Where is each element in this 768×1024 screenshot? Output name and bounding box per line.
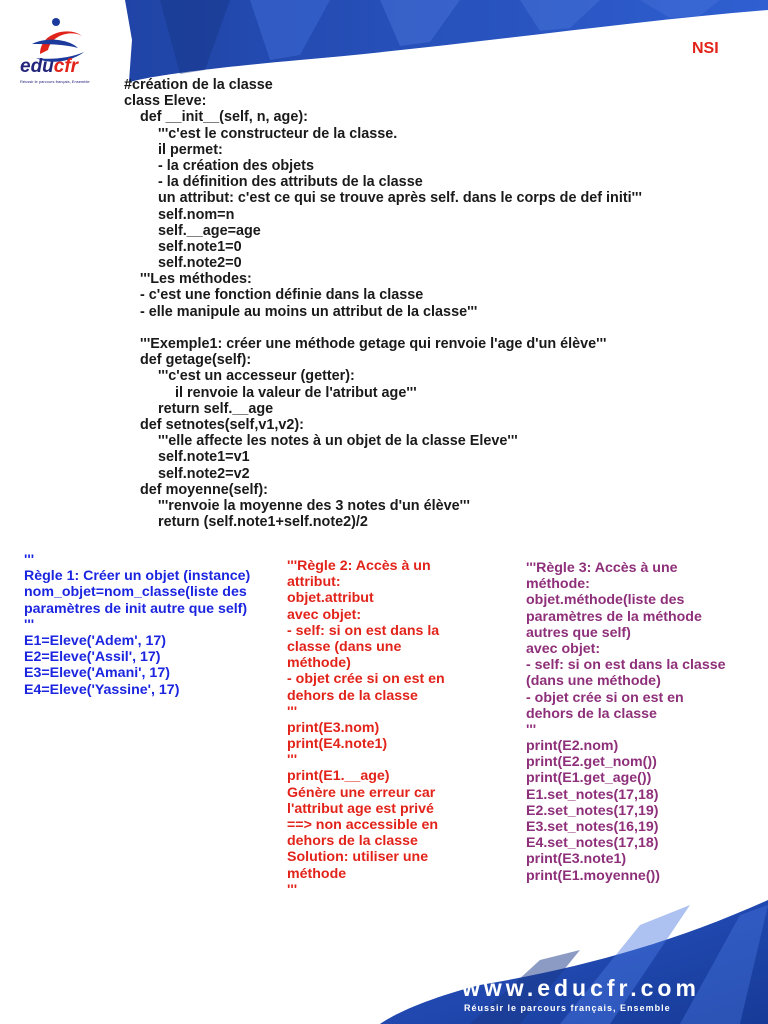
code-line: - c'est une fonction définie dans la classe (140, 287, 424, 304)
rule2-line: print(E3.nom) (287, 719, 380, 736)
code-line: self.note2=0 (158, 255, 242, 272)
code-line (124, 320, 724, 336)
logo-prefix: edu (20, 56, 54, 77)
rule3-line: autres que self) (526, 624, 631, 641)
code-line: - la création des objets (158, 157, 314, 174)
rule1-line: ''' (24, 616, 35, 633)
code-line: def setnotes(self,v1,v2): (140, 416, 304, 433)
rule2-line: Solution: utiliser une (287, 849, 429, 866)
rule2-column (287, 558, 445, 898)
code-line: return self.__age (158, 400, 274, 417)
rule1-line: nom_objet=nom_classe(liste des (24, 584, 247, 601)
code-line: self.note1=0 (158, 238, 242, 255)
rule3-line: méthode: (526, 576, 590, 593)
logo-tagline: Réussir le parcours français, Ensemble (20, 79, 90, 84)
code-line: #création de la classe (124, 77, 273, 93)
rule2-line: Génère une erreur car (287, 784, 436, 801)
rule3-line: print(E1.get_age()) (526, 770, 652, 787)
code-line: self.nom=n (158, 206, 235, 223)
rule2-line: '''Règle 2: Accès à un (287, 558, 431, 574)
rule3-line: E2.set_notes(17,19) (526, 802, 659, 819)
rule3-line: print(E2.get_nom()) (526, 754, 657, 771)
code-line: - la définition des attributs de la classe (158, 174, 423, 191)
code-line: self.__age=age (158, 222, 261, 239)
rule3-line: print(E2.nom) (526, 738, 619, 755)
rule3-line: - self: si on est dans la classe (526, 657, 726, 674)
code-line: '''c'est le constructeur de la classe. (158, 125, 398, 142)
rule2-line: ''' (287, 703, 298, 720)
code-line: '''renvoie la moyenne des 3 notes d'un élève''' (158, 497, 470, 514)
rule3-line: ''' (526, 721, 537, 738)
rule2-line: méthode) (287, 655, 351, 672)
code-line: return (self.note1+self.note2)/2 (158, 514, 368, 531)
rule3-line: '''Règle 3: Accès à une (526, 560, 678, 576)
code-line: self.note2=v2 (158, 465, 250, 482)
code-line: il permet: (158, 141, 223, 158)
code-line: def getage(self): (140, 352, 252, 369)
footer-slogan: Réussir le parcours français, Ensemble (464, 1003, 671, 1013)
rule1-line: E1=Eleve('Adem', 17) (24, 632, 166, 649)
rule3-line: - objet crée si on est en (526, 689, 684, 706)
rule1-line: paramètres de init autre que self) (24, 600, 248, 617)
code-line: '''c'est un accesseur (getter): (158, 368, 355, 385)
code-line: def __init__(self, n, age): (140, 109, 308, 126)
logo-wordmark (20, 56, 78, 78)
rule3-line: paramètres de la méthode (526, 608, 702, 625)
rule3-line: E3.set_notes(16,19) (526, 819, 659, 835)
rule2-line: print(E4.note1) (287, 736, 388, 753)
rule2-line: dehors de la classe (287, 833, 418, 850)
rule3-line: print(E3.note1) (526, 851, 627, 868)
rule2-line: ''' (287, 881, 298, 898)
rule2-line: objet.attribut (287, 590, 374, 607)
rule3-line: dehors de la classe (526, 705, 657, 722)
rule2-line: attribut: (287, 574, 341, 591)
rule1-column (24, 552, 250, 698)
rule2-line: ''' (287, 752, 298, 769)
rule3-line: E4.set_notes(17,18) (526, 835, 659, 852)
logo-suffix: cfr (53, 56, 79, 77)
code-block (124, 77, 724, 530)
rule2-line: print(E1.__age) (287, 768, 390, 785)
subject-label: NSI (692, 40, 719, 57)
code-line: class Eleve: (124, 93, 207, 110)
rule3-line: objet.méthode(liste des (526, 592, 685, 609)
rule1-line: E3=Eleve('Amani', 17) (24, 665, 170, 682)
rule1-line: E2=Eleve('Assil', 17) (24, 649, 161, 666)
code-line: '''Les méthodes: (140, 271, 252, 288)
code-line: self.note1=v1 (158, 449, 250, 466)
rule2-line: l'attribut age est privé (287, 800, 434, 817)
rule2-line: méthode (287, 865, 347, 882)
code-line: il renvoie la valeur de l'atribut age''' (175, 384, 417, 401)
code-line: '''elle affecte les notes à un objet de la classe Eleve''' (158, 433, 518, 450)
code-line: un attribut: c'est ce qui se trouve après self. dans le corps de def initi''' (158, 190, 642, 207)
rule1-line: Règle 1: Créer un objet (instance) (24, 568, 251, 585)
rule2-line: ==> non accessible en (287, 817, 439, 833)
rule3-line: print(E1.moyenne()) (526, 867, 660, 884)
rule2-line: - self: si on est dans la (287, 622, 440, 639)
rule1-line: ''' (24, 552, 35, 568)
code-line: - elle manipule au moins un attribut de la classe''' (140, 303, 478, 320)
rule2-line: classe (dans une (287, 638, 402, 655)
footer-website[interactable]: www.educfr.com (462, 975, 700, 1001)
rule3-line: (dans une méthode) (526, 673, 661, 690)
rule1-line: E4=Eleve('Yassine', 17) (24, 681, 180, 698)
rule3-line: avec objet: (526, 640, 601, 657)
rule2-line: - objet crée si on est en (287, 671, 445, 688)
code-line: def moyenne(self): (140, 481, 268, 498)
rule3-column (526, 560, 726, 884)
code-line: '''Exemple1: créer une méthode getage qui renvoie l'age d'un élève''' (140, 336, 607, 352)
rule2-line: avec objet: (287, 606, 362, 623)
rule2-line: dehors de la classe (287, 687, 418, 704)
rule3-line: E1.set_notes(17,18) (526, 786, 659, 803)
